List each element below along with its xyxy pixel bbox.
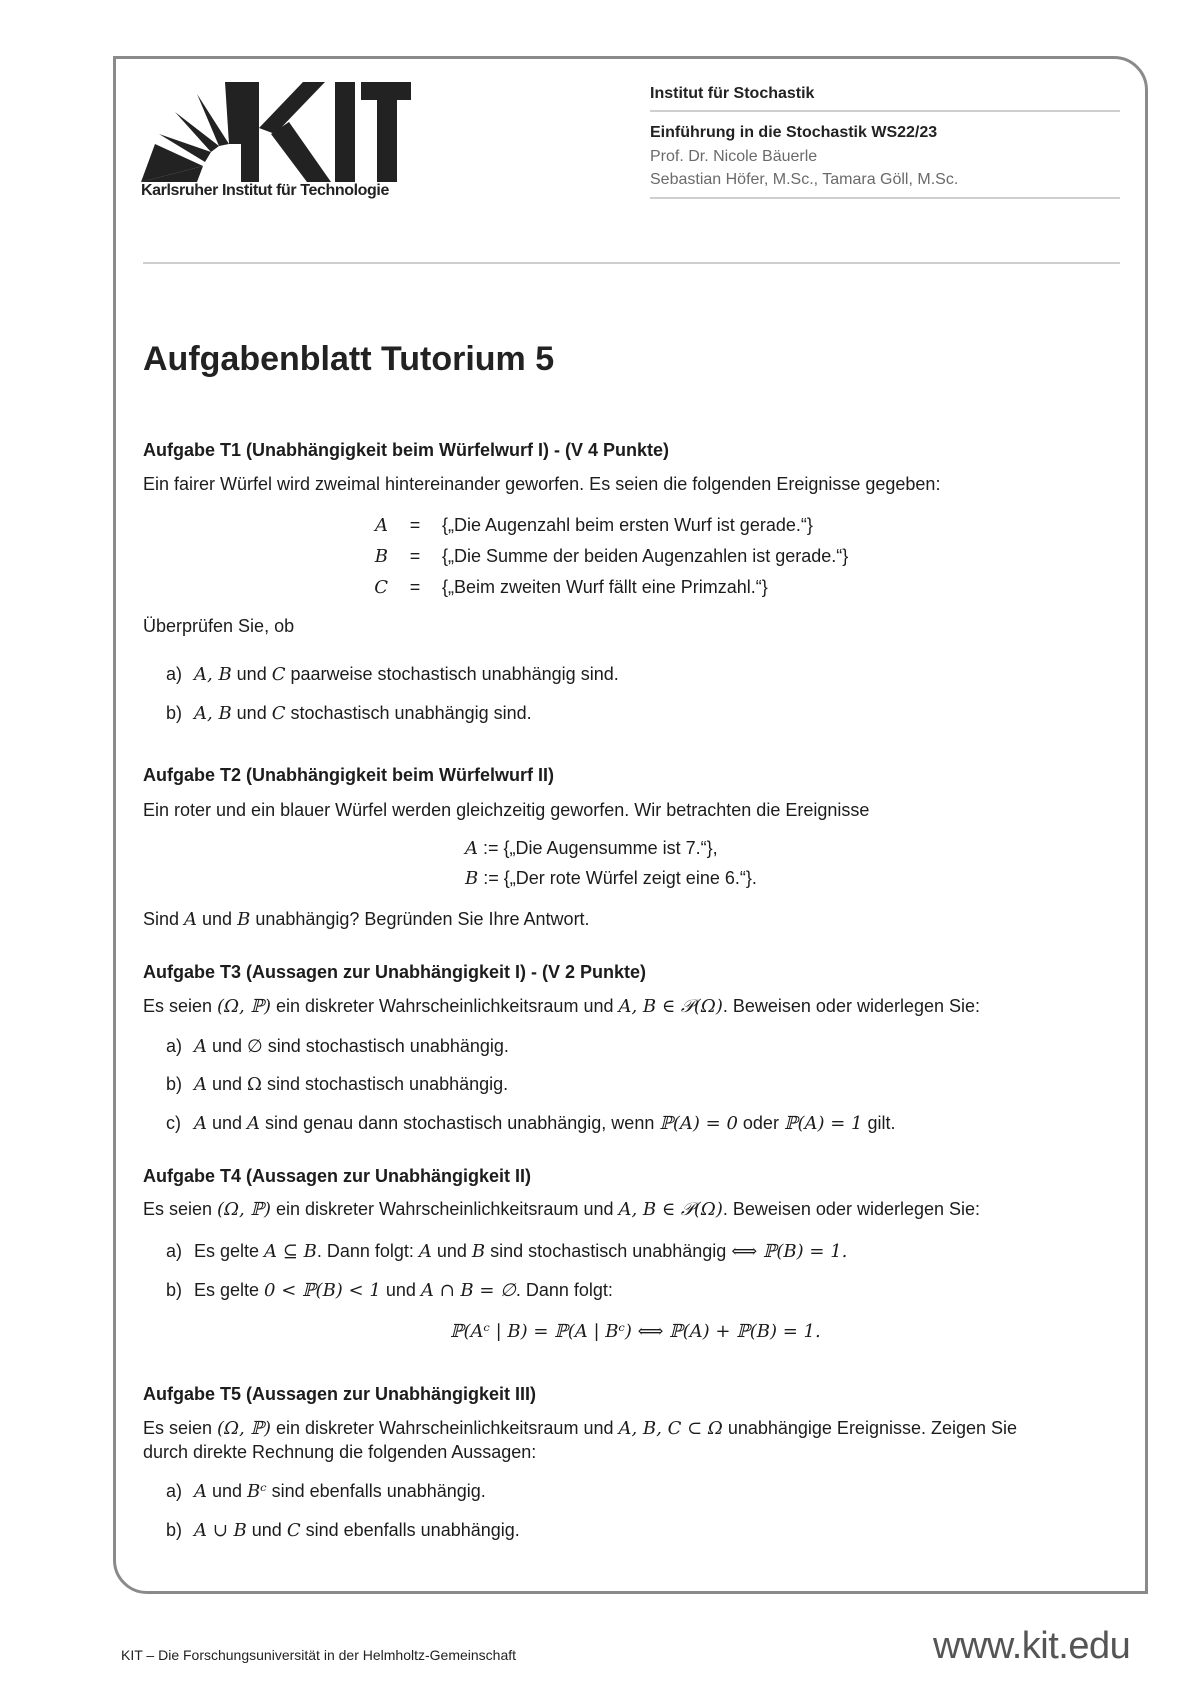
task-t4-item: b) Es gelte 0 < ℙ(B) < 1 und A ∩ B = ∅. Dann folgt: bbox=[166, 1280, 613, 1301]
task-t2-event-a: A := {„Die Augensumme ist 7.“}, bbox=[465, 838, 718, 859]
page-title: Aufgabenblatt Tutorium 5 bbox=[143, 340, 555, 378]
task-t3-item: a) A und ∅ sind stochastisch unabhängig. bbox=[166, 1036, 509, 1057]
event-row: B = {„Die Summe der beiden Augenzahlen ist gerade.“} bbox=[374, 546, 849, 567]
task-t1-item: a) A, B und C paarweise stochastisch unabhängig sind. bbox=[166, 664, 619, 685]
institute-name: Institut für Stochastik bbox=[650, 85, 815, 102]
task-t2-event-b: B := {„Der rote Würfel zeigt eine 6.“}. bbox=[465, 868, 757, 889]
task-t3-heading: Aufgabe T3 (Aussagen zur Unabhängigkeit I) - (V 2 Punkte) bbox=[143, 962, 647, 982]
course-name: Einführung in die Stochastik WS22/23 bbox=[650, 124, 938, 141]
task-t2-intro: Ein roter und ein blauer Würfel werden gleichzeitig geworfen. Wir betrachten die Ereignisse bbox=[143, 800, 870, 820]
task-t5-item: b) A ∪ B und C sind ebenfalls unabhängig. bbox=[166, 1520, 520, 1541]
task-t3-intro: Es seien (Ω, ℙ) ein diskreter Wahrscheinlichkeitsraum und A, B ∈ 𝒫(Ω). Beweisen oder widerlegen Sie: bbox=[143, 996, 981, 1017]
task-t5-heading: Aufgabe T5 (Aussagen zur Unabhängigkeit III) bbox=[143, 1384, 537, 1404]
task-t5-intro-cont: durch direkte Rechnung die folgenden Aussagen: bbox=[143, 1442, 537, 1462]
task-t4-heading: Aufgabe T4 (Aussagen zur Unabhängigkeit II) bbox=[143, 1166, 532, 1186]
kit-logo-icon bbox=[141, 82, 411, 182]
page-divider bbox=[143, 262, 1120, 264]
task-t1-question: Überprüfen Sie, ob bbox=[143, 616, 295, 636]
page-frame bbox=[113, 56, 1148, 1594]
task-t5-intro: Es seien (Ω, ℙ) ein diskreter Wahrscheinlichkeitsraum und A, B, C ⊂ Ω unabhängige Ereignisse. Zeigen Sie bbox=[143, 1418, 1018, 1439]
task-t1-item: b) A, B und C stochastisch unabhängig sind. bbox=[166, 703, 532, 724]
task-t4-equation: ℙ(Aᶜ | B) = ℙ(A | Bᶜ) ⟺ ℙ(A) + ℙ(B) = 1. bbox=[450, 1321, 821, 1342]
task-t1-intro: Ein fairer Würfel wird zweimal hintereinander geworfen. Es seien die folgenden Ereignisse gegeben: bbox=[143, 474, 941, 494]
event-row: C = {„Beim zweiten Wurf fällt eine Primzahl.“} bbox=[374, 577, 768, 598]
task-t2-question: Sind A und B unabhängig? Begründen Sie Ihre Antwort. bbox=[143, 909, 590, 930]
header-divider bbox=[650, 197, 1120, 199]
footer-text: KIT – Die Forschungsuniversität in der Helmholtz-Gemeinschaft bbox=[121, 1647, 517, 1663]
header-divider bbox=[650, 110, 1120, 112]
task-t1-heading: Aufgabe T1 (Unabhängigkeit beim Würfelwurf I) - (V 4 Punkte) bbox=[143, 440, 670, 460]
task-t3-item: b) A und Ω sind stochastisch unabhängig. bbox=[166, 1074, 509, 1095]
event-row: A = {„Die Augenzahl beim ersten Wurf ist gerade.“} bbox=[375, 515, 813, 536]
logo-subtitle: Karlsruher Institut für Technologie bbox=[141, 182, 389, 199]
tutor-names: Sebastian Höfer, M.Sc., Tamara Göll, M.Sc. bbox=[650, 171, 959, 188]
footer-url[interactable]: www.kit.edu bbox=[933, 1625, 1131, 1667]
task-t5-item: a) A und Bᶜ sind ebenfalls unabhängig. bbox=[166, 1481, 486, 1502]
task-t2-heading: Aufgabe T2 (Unabhängigkeit beim Würfelwurf II) bbox=[143, 765, 555, 785]
task-t4-intro: Es seien (Ω, ℙ) ein diskreter Wahrscheinlichkeitsraum und A, B ∈ 𝒫(Ω). Beweisen oder widerlegen Sie: bbox=[143, 1199, 981, 1220]
task-t3-item: c) A und A sind genau dann stochastisch unabhängig, wenn ℙ(A) = 0 oder ℙ(A) = 1 gilt. bbox=[166, 1113, 896, 1134]
task-t4-item: a) Es gelte A ⊆ B. Dann folgt: A und B sind stochastisch unabhängig ⟺ ℙ(B) = 1. bbox=[166, 1241, 848, 1262]
professor-name: Prof. Dr. Nicole Bäuerle bbox=[650, 148, 818, 165]
task-t1-events bbox=[360, 510, 854, 603]
kit-logo bbox=[141, 82, 411, 202]
